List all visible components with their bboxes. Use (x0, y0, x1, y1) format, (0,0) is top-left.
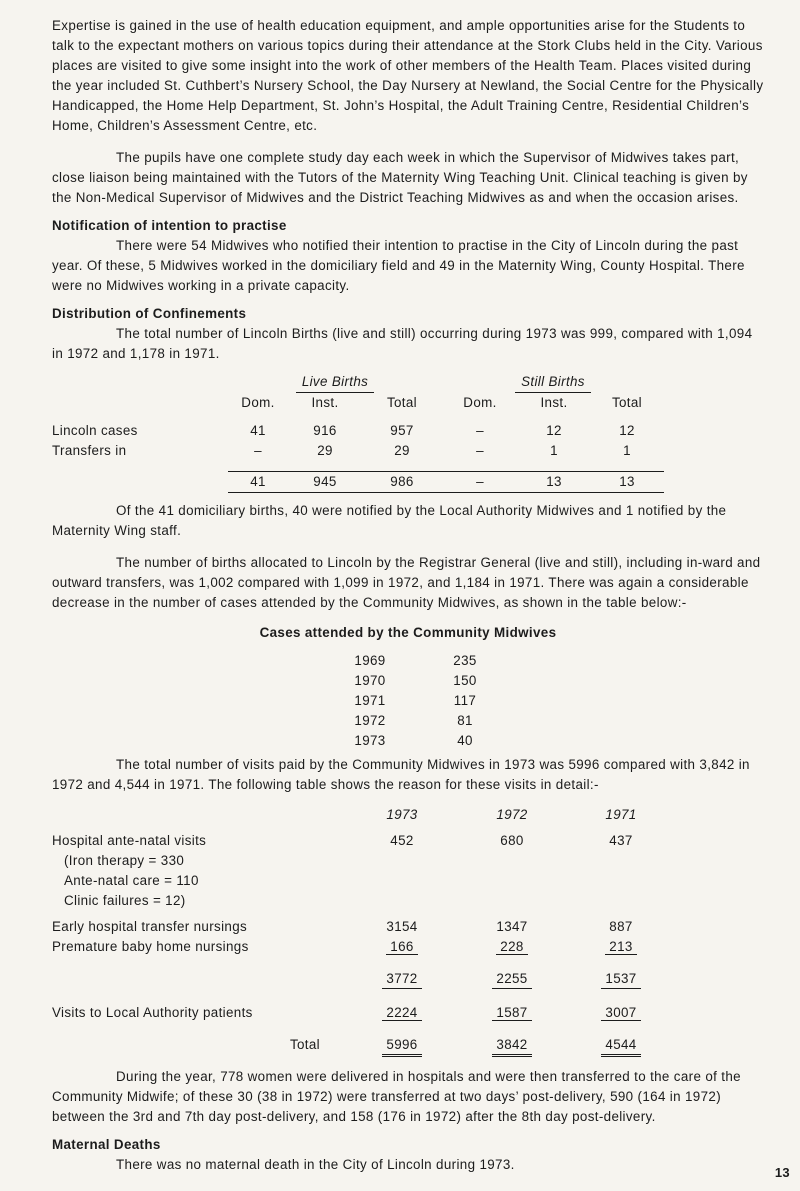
maternal-heading: Maternal Deaths (52, 1137, 161, 1152)
col-header: Dom. (241, 395, 275, 410)
sub-item: (Iron therapy = 330 (64, 853, 185, 868)
cell: 117 (453, 693, 477, 708)
cell: 887 (609, 919, 633, 934)
table-row (52, 1003, 680, 1023)
notification-heading: Notification of intention to practise (52, 218, 287, 233)
row-label: Total (289, 1037, 320, 1052)
cell: 1970 (354, 673, 386, 688)
cell: 3772 (342, 969, 462, 989)
maternal-text: There was no maternal death in the City of Lincoln during 1973. (116, 1157, 515, 1172)
cell: 1537 (562, 969, 680, 989)
col-header: Total (611, 395, 643, 410)
births-table (52, 372, 664, 493)
cell: 12 (619, 423, 635, 438)
cell: 2255 (462, 969, 562, 989)
cell: 957 (390, 423, 414, 438)
table-row (52, 917, 680, 937)
sub-item: Ante-natal care = 110 (64, 873, 199, 888)
row-label: Premature baby home nursings (52, 939, 249, 954)
cell: 2224 (342, 1003, 462, 1023)
row-label: Visits to Local Authority patients (52, 1005, 253, 1020)
cases-table (320, 651, 510, 751)
table-row (320, 651, 510, 671)
cell: 12 (546, 423, 562, 438)
cell: – (476, 443, 484, 458)
visits-paragraph: The total number of visits paid by the Community Midwives in 1973 was 5996 compared with 3,842 in 1972 and 4,544 in 1971. The following table shows the reason for these visits in detail:- (52, 757, 750, 792)
table-row (320, 671, 510, 691)
total-row (52, 1035, 680, 1055)
totals-row (52, 472, 664, 493)
cell: 1972 (354, 713, 386, 728)
col-header: Dom. (463, 395, 497, 410)
notification-text: There were 54 Midwives who notified their intention to practise in the City of Lincoln during the past year. Of these, 5 Midwives worked in the domiciliary field and 49 in the Maternity Wing, County Hospital. There were no Midwives working in a private capacity. (52, 238, 745, 293)
cell: 29 (394, 443, 410, 458)
cell: 1587 (462, 1003, 562, 1023)
cell: 916 (313, 423, 337, 438)
intro-paragraph-1: Expertise is gained in the use of health education equipment, and ample opportunities arise for the Students to talk to the expectant mothers on various topics during their attendance at the Stork Clubs held in the City. Various places are visited to give some insight into the work of other members of the Health Team. Places visited during the year included St. Cuthbert’s Nursery School, the Day Nursery at Newland, the Social Centre for the Physically Handicapped, the Home Help Department, St. John’s Hospital, the Adult Training Centre, Residential Children’s Home, Children’s Assessment Centre, etc. (52, 18, 764, 133)
cell: 41 (250, 423, 266, 438)
cell: 81 (457, 713, 473, 728)
cell: 4544 (562, 1035, 680, 1055)
cell: 3842 (462, 1035, 562, 1055)
cases-table-title: Cases attended by the Community Midwives (259, 625, 557, 640)
cell: 5996 (342, 1035, 462, 1055)
cell: 1347 (496, 919, 528, 934)
cell: – (442, 472, 518, 493)
cell: 437 (609, 833, 633, 848)
table-row (52, 441, 664, 461)
allocated-paragraph: The number of births allocated to Lincoln by the Registrar General (live and still), including in-ward and outward transfers, was 1,002 compared with 1,099 in 1972, and 1,184 in 1971. There was again a considerable decrease in the number of cases attended by the Community Midwives, as shown in the table below:- (52, 555, 761, 610)
cell: 213 (562, 937, 680, 957)
cell: 41 (228, 472, 288, 493)
table-row (320, 691, 510, 711)
row-label: Early hospital transfer nursings (52, 919, 248, 934)
cell: – (254, 443, 262, 458)
cell: 228 (462, 937, 562, 957)
col-header: Inst. (311, 395, 339, 410)
table-row (52, 937, 680, 957)
cell: 680 (500, 833, 524, 848)
cell: 452 (390, 833, 414, 848)
cell: 1 (550, 443, 558, 458)
year-header: 1973 (386, 807, 418, 822)
visits-table (52, 805, 680, 1055)
cell: 3154 (386, 919, 418, 934)
still-births-header: Still Births (442, 372, 664, 393)
cell: 3007 (562, 1003, 680, 1023)
year-header: 1971 (605, 807, 637, 822)
intro-paragraph-2: The pupils have one complete study day each week in which the Supervisor of Midwives takes part, close liaison being maintained with the Tutors of the Maternity Wing Teaching Unit. Clinical teaching is given by the Non-Medical Supervisor of Midwives and the District Teaching Midwives as and when the occasion arises. (52, 150, 748, 205)
cell: 150 (453, 673, 477, 688)
cell: – (476, 423, 484, 438)
col-header: Total (386, 395, 418, 410)
row-label: Lincoln cases (52, 423, 138, 438)
cell: 29 (317, 443, 333, 458)
cell: 1971 (354, 693, 386, 708)
cell: 1969 (354, 653, 386, 668)
notified-paragraph: Of the 41 domiciliary births, 40 were notified by the Local Authority Midwives and 1 notified by the Maternity Wing staff. (52, 503, 727, 538)
delivered-paragraph: During the year, 778 women were delivered in hospitals and were then transferred to the care of the Community Midwife; of these 30 (38 in 1972) were transferred at two days’ post-delivery, 590 (164 in 1972) between the 3rd and 7th day post-delivery, and 158 (176 in 1972) after the 8th day post-delivery. (52, 1069, 741, 1124)
document-page (52, 16, 764, 1175)
subtotal-row (52, 969, 680, 989)
distribution-heading: Distribution of Confinements (52, 306, 247, 321)
cell: 40 (457, 733, 473, 748)
page-number: 13 (774, 1165, 790, 1180)
cell: 986 (362, 472, 442, 493)
row-label: Hospital ante-natal visits (52, 833, 207, 848)
table-row (52, 421, 664, 441)
table-row (52, 831, 680, 851)
table-row (320, 711, 510, 731)
col-header: Inst. (540, 395, 568, 410)
cell: 945 (288, 472, 362, 493)
cell: 1973 (354, 733, 386, 748)
table-row (320, 731, 510, 751)
cell: 13 (518, 472, 590, 493)
cell: 235 (453, 653, 477, 668)
distribution-text: The total number of Lincoln Births (live and still) occurring during 1973 was 999, compared with 1,094 in 1972 and 1,178 in 1971. (52, 326, 753, 361)
row-label: Transfers in (52, 443, 127, 458)
cell: 166 (342, 937, 462, 957)
sub-item: Clinic failures = 12) (64, 893, 186, 908)
cell: 13 (590, 472, 664, 493)
live-births-header: Live Births (228, 372, 442, 393)
year-header: 1972 (496, 807, 528, 822)
cell: 1 (623, 443, 631, 458)
